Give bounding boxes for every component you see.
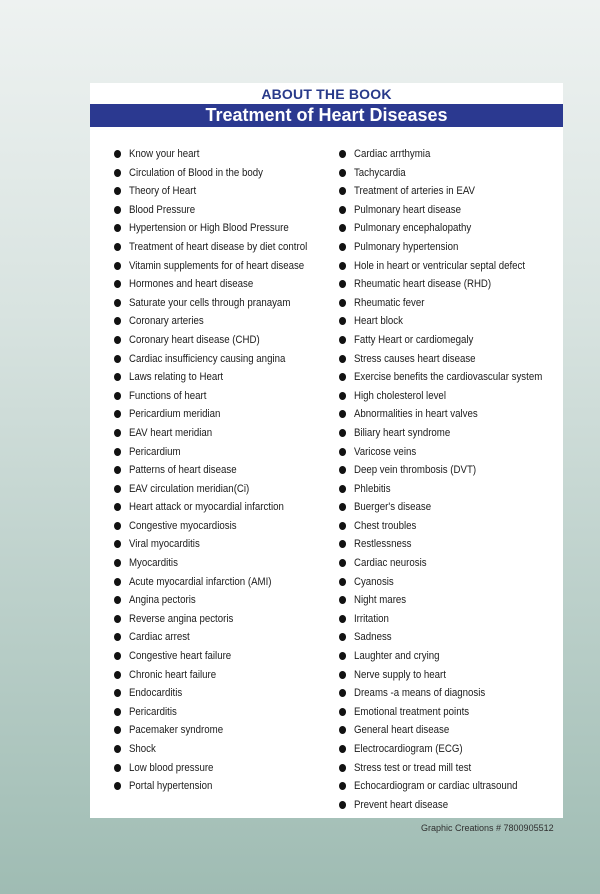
bullet-icon xyxy=(114,224,121,232)
topic-list-item xyxy=(339,573,542,592)
topic-label: Functions of heart xyxy=(128,389,207,402)
topic-list-item xyxy=(339,721,542,740)
topic-label: Chronic heart failure xyxy=(128,668,217,681)
topic-label: Circulation of Blood in the body xyxy=(128,166,263,179)
topic-list-item xyxy=(114,275,307,294)
bullet-icon xyxy=(114,373,121,381)
bullet-icon xyxy=(339,708,346,716)
bullet-icon xyxy=(339,745,346,753)
topic-list-item xyxy=(114,350,307,369)
bullet-icon xyxy=(339,392,346,400)
topic-label: Cardiac insufficiency causing angina xyxy=(128,352,286,365)
bullet-icon xyxy=(114,169,121,177)
topic-list-item xyxy=(339,424,542,443)
bullet-icon xyxy=(339,243,346,251)
bullet-icon xyxy=(114,522,121,530)
topic-list-item xyxy=(114,182,307,201)
topic-list-item xyxy=(339,294,542,313)
topic-label: Biliary heart syndrome xyxy=(353,426,451,439)
bullet-icon xyxy=(114,633,121,641)
topic-label: Fatty Heart or cardiomegaly xyxy=(353,333,474,346)
topic-list-item xyxy=(339,201,542,220)
topic-list-item xyxy=(114,610,307,629)
bullet-icon xyxy=(339,224,346,232)
topic-label: Pulmonary heart disease xyxy=(353,203,462,216)
topic-label: Know your heart xyxy=(128,148,200,160)
topic-list-item xyxy=(339,498,542,517)
topic-label: Laws relating to Heart xyxy=(128,371,224,384)
bullet-icon xyxy=(114,540,121,548)
bullet-icon xyxy=(339,782,346,790)
topic-label: Acute myocardial infarction (AMI) xyxy=(128,575,272,588)
topic-list-item xyxy=(114,387,307,406)
topic-list-item xyxy=(114,703,307,722)
topic-label: Low blood pressure xyxy=(128,761,214,774)
topic-label: Stress test or tread mill test xyxy=(353,761,472,774)
topic-list-item xyxy=(339,387,542,406)
topic-label: Pericarditis xyxy=(128,705,177,718)
bullet-icon xyxy=(339,150,346,158)
topic-list-item xyxy=(114,740,307,759)
topic-label: Prevent heart disease xyxy=(353,798,449,811)
topic-label: Viral myocarditis xyxy=(128,538,200,551)
topic-label: Theory of Heart xyxy=(128,185,197,198)
topic-list-item xyxy=(339,647,542,666)
topic-list-item xyxy=(339,777,542,796)
book-title: Treatment of Heart Diseases xyxy=(205,105,448,125)
bullet-icon xyxy=(114,652,121,660)
bullet-icon xyxy=(114,243,121,251)
title-bar xyxy=(90,104,563,127)
topic-list-item xyxy=(114,498,307,517)
topic-label: Chest troubles xyxy=(353,519,417,532)
topic-list-item xyxy=(114,777,307,796)
topic-list-item xyxy=(339,164,542,183)
topic-list-item xyxy=(114,201,307,220)
topic-list-item xyxy=(114,257,307,276)
topic-label: Heart block xyxy=(353,315,403,328)
bullet-icon xyxy=(339,596,346,604)
topic-list-item xyxy=(114,721,307,740)
bullet-icon xyxy=(339,187,346,195)
bullet-icon xyxy=(339,503,346,511)
topic-list-item xyxy=(114,573,307,592)
bullet-icon xyxy=(114,764,121,772)
topic-list-item xyxy=(339,740,542,759)
bullet-icon xyxy=(114,317,121,325)
topic-label: Exercise benefits the cardiovascular system xyxy=(353,371,543,384)
bullet-icon xyxy=(339,633,346,641)
about-heading: ABOUT THE BOOK xyxy=(261,86,392,102)
topic-label: Dreams -a means of diagnosis xyxy=(353,687,486,700)
topic-label: Cardiac arrest xyxy=(128,631,190,644)
bullet-icon xyxy=(339,764,346,772)
topic-label: Abnormalities in heart valves xyxy=(353,408,478,421)
topic-label: Patterns of heart disease xyxy=(128,464,237,477)
bullet-icon xyxy=(114,596,121,604)
topic-list-item xyxy=(339,703,542,722)
topic-list-item xyxy=(114,164,307,183)
bullet-icon xyxy=(339,726,346,734)
topic-list-item xyxy=(339,535,542,554)
bullet-icon xyxy=(114,689,121,697)
topic-list-item xyxy=(339,312,542,331)
bullet-icon xyxy=(339,169,346,177)
topic-list-item xyxy=(114,312,307,331)
bullet-icon xyxy=(339,540,346,548)
topic-list-item xyxy=(339,331,542,350)
bullet-icon xyxy=(114,466,121,474)
topic-list-item xyxy=(114,424,307,443)
bullet-icon xyxy=(114,578,121,586)
topic-label: Portal hypertension xyxy=(128,780,213,793)
bullet-icon xyxy=(114,615,121,623)
bullet-icon xyxy=(114,708,121,716)
topic-label: Stress causes heart disease xyxy=(353,352,476,365)
left-topic-list xyxy=(114,145,334,796)
topic-list-item xyxy=(339,628,542,647)
topic-label: Congestive heart failure xyxy=(128,650,232,663)
topic-list-item xyxy=(114,684,307,703)
bullet-icon xyxy=(339,485,346,493)
topic-label: Hypertension or High Blood Pressure xyxy=(128,222,289,235)
topic-list-item xyxy=(114,591,307,610)
about-book-card xyxy=(90,83,563,818)
topic-list-item xyxy=(339,368,542,387)
topic-list-item xyxy=(339,238,542,257)
bullet-icon xyxy=(339,689,346,697)
bullet-icon xyxy=(339,206,346,214)
topic-label: Blood Pressure xyxy=(128,203,196,216)
topic-list-item xyxy=(339,666,542,685)
topic-label: Pulmonary encephalopathy xyxy=(353,222,472,235)
topic-label: EAV heart meridian xyxy=(128,426,213,439)
topic-label: Myocarditis xyxy=(128,557,178,570)
topic-list-item xyxy=(339,350,542,369)
bullet-icon xyxy=(114,726,121,734)
topic-list-item xyxy=(339,182,542,201)
topic-label: Laughter and crying xyxy=(353,650,440,663)
topic-label: Heart attack or myocardial infarction xyxy=(128,501,284,514)
bullet-icon xyxy=(339,355,346,363)
bullet-icon xyxy=(339,578,346,586)
bullet-icon xyxy=(339,466,346,474)
topic-label: Vitamin supplements for of heart disease xyxy=(128,259,305,272)
topic-list-item xyxy=(339,461,542,480)
topic-label: Pulmonary hypertension xyxy=(353,240,459,253)
bullet-icon xyxy=(114,745,121,753)
right-topic-list xyxy=(339,145,570,814)
bullet-icon xyxy=(339,262,346,270)
bullet-icon xyxy=(339,280,346,288)
topic-list-item xyxy=(339,480,542,499)
bullet-icon xyxy=(114,262,121,270)
topic-list-item xyxy=(114,331,307,350)
bullet-icon xyxy=(339,801,346,809)
topic-label: High cholesterol level xyxy=(353,389,446,402)
topic-label: Coronary arteries xyxy=(128,315,204,328)
bullet-icon xyxy=(114,280,121,288)
bullet-icon xyxy=(114,429,121,437)
bullet-icon xyxy=(339,373,346,381)
topic-label: Coronary heart disease (CHD) xyxy=(128,333,260,346)
topic-label: Congestive myocardiosis xyxy=(128,519,237,532)
topic-list-item xyxy=(114,535,307,554)
bullet-icon xyxy=(114,448,121,456)
topic-label: Pacemaker syndrome xyxy=(128,724,224,737)
bullet-icon xyxy=(114,671,121,679)
footer-credit: Graphic Creations # 7800905512 xyxy=(421,823,554,833)
topic-label: Electrocardiogram (ECG) xyxy=(353,743,463,755)
topic-label: General heart disease xyxy=(353,724,450,737)
bullet-icon xyxy=(114,150,121,158)
bullet-icon xyxy=(339,429,346,437)
topic-list-item xyxy=(114,517,307,536)
topic-label: Shock xyxy=(128,743,156,755)
bullet-icon xyxy=(339,559,346,567)
topic-list-item xyxy=(114,647,307,666)
topic-list-item xyxy=(114,666,307,685)
topic-list-item xyxy=(114,294,307,313)
topic-list-item xyxy=(114,443,307,462)
topic-label: Cardiac arrthymia xyxy=(353,148,431,160)
bullet-icon xyxy=(339,671,346,679)
topic-list-item xyxy=(114,219,307,238)
bullet-icon xyxy=(114,410,121,418)
topic-list-item xyxy=(339,219,542,238)
topic-list-item xyxy=(339,517,542,536)
topic-label: Saturate your cells through pranayam xyxy=(128,296,291,309)
bullet-icon xyxy=(114,355,121,363)
topic-label: Reverse angina pectoris xyxy=(128,612,234,625)
topic-list-item xyxy=(339,443,542,462)
bullet-icon xyxy=(114,782,121,790)
topic-list-item xyxy=(114,759,307,778)
topic-label: Treatment of arteries in EAV xyxy=(353,185,476,198)
bullet-icon xyxy=(114,299,121,307)
topic-label: Echocardiogram or cardiac ultrasound xyxy=(353,780,518,793)
bullet-icon xyxy=(114,559,121,567)
bullet-icon xyxy=(114,336,121,344)
topic-label: Hormones and heart disease xyxy=(128,278,254,291)
topic-label: Pericardium xyxy=(128,445,181,458)
bullet-icon xyxy=(339,652,346,660)
topic-list-item xyxy=(339,591,542,610)
topic-list-item xyxy=(339,257,542,276)
bullet-icon xyxy=(114,206,121,214)
topic-label: Deep vein thrombosis (DVT) xyxy=(353,464,477,477)
topic-label: Rheumatic fever xyxy=(353,296,425,309)
topic-label: Cardiac neurosis xyxy=(353,557,427,570)
topic-list-item xyxy=(114,480,307,499)
topic-list-item xyxy=(114,461,307,480)
topic-list-item xyxy=(339,405,542,424)
topic-label: Rheumatic heart disease (RHD) xyxy=(353,278,492,291)
topic-label: Pericardium meridian xyxy=(128,408,221,421)
bullet-icon xyxy=(339,615,346,623)
bullet-icon xyxy=(114,503,121,511)
topic-label: Restlessness xyxy=(353,538,412,551)
topic-list-item xyxy=(339,796,542,815)
bullet-icon xyxy=(114,392,121,400)
topic-label: Endocarditis xyxy=(128,687,183,700)
topic-list-item xyxy=(114,554,307,573)
bullet-icon xyxy=(339,448,346,456)
topic-label: Buerger's disease xyxy=(353,501,432,514)
bullet-icon xyxy=(114,187,121,195)
topic-list-item xyxy=(339,610,542,629)
bullet-icon xyxy=(339,410,346,418)
bullet-icon xyxy=(339,336,346,344)
topic-label: EAV circulation meridian(Ci) xyxy=(128,482,250,495)
topic-list-item xyxy=(114,145,307,164)
topic-label: Emotional treatment points xyxy=(353,705,470,718)
topic-list-item xyxy=(114,238,307,257)
topic-label: Varicose veins xyxy=(353,445,417,458)
topic-label: Phlebitis xyxy=(353,482,391,495)
topic-label: Irritation xyxy=(353,612,389,625)
bullet-icon xyxy=(114,485,121,493)
topic-label: Tachycardia xyxy=(353,166,406,179)
topic-label: Sadness xyxy=(353,631,392,644)
topic-list-item xyxy=(339,554,542,573)
topic-label: Cyanosis xyxy=(353,575,394,588)
topic-list-item xyxy=(339,145,542,164)
topic-label: Nerve supply to heart xyxy=(353,668,446,681)
topic-label: Angina pectoris xyxy=(128,594,196,607)
topic-list-item xyxy=(114,628,307,647)
topic-list-item xyxy=(114,368,307,387)
topic-list-item xyxy=(339,275,542,294)
topic-list-item xyxy=(114,405,307,424)
topic-list-item xyxy=(339,759,542,778)
bullet-icon xyxy=(339,299,346,307)
bullet-icon xyxy=(339,522,346,530)
topic-label: Night mares xyxy=(353,594,407,607)
topic-label: Treatment of heart disease by diet control xyxy=(128,240,308,253)
topic-list-item xyxy=(339,684,542,703)
topic-label: Hole in heart or ventricular septal defect xyxy=(353,259,526,272)
bullet-icon xyxy=(339,317,346,325)
